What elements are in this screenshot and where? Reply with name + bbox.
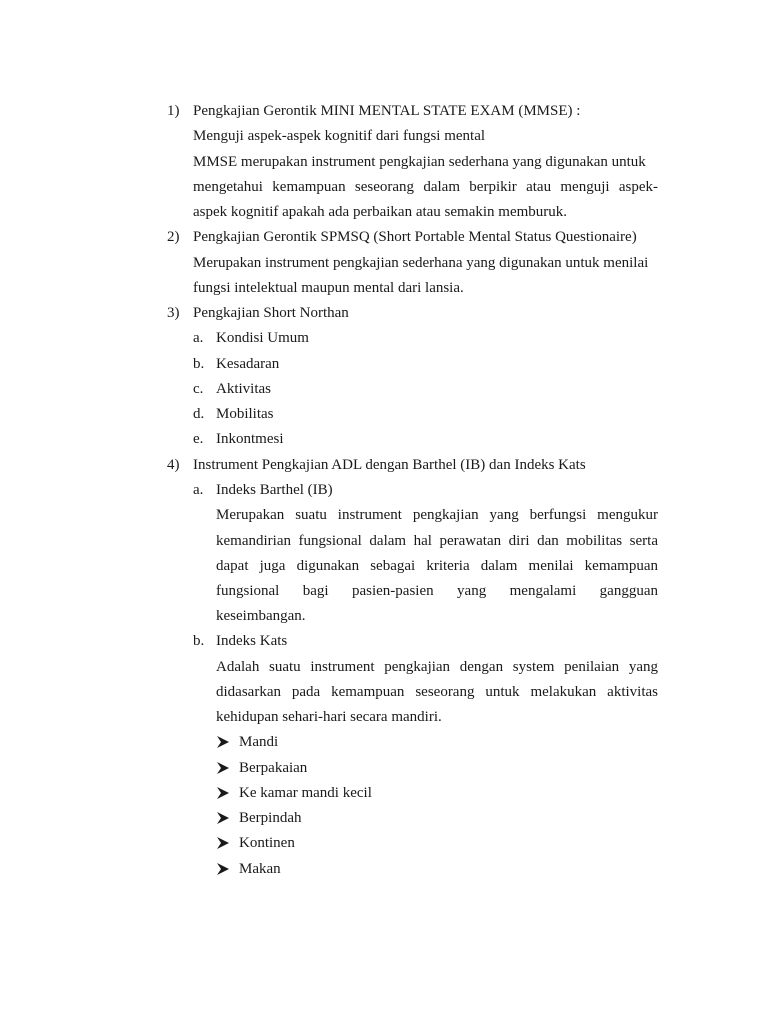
- text-line: mengetahui kemampuan seseorang dalam berpikir atau menguji aspek-: [193, 179, 658, 195]
- text-line: MMSE merupakan instrument pengkajian sederhana yang digunakan untuk: [193, 154, 646, 170]
- sub-item-letter: b.: [193, 356, 205, 372]
- item-title: Pengkajian Gerontik MINI MENTAL STATE EXAM (MMSE) :: [193, 103, 581, 119]
- arrowhead-bullet-icon: [216, 812, 230, 824]
- sub-item-text: Indeks Kats: [216, 633, 288, 649]
- text-line: Merupakan suatu instrument pengkajian yang berfungsi mengukur: [216, 507, 658, 523]
- sub-item-letter: e.: [193, 431, 204, 447]
- arrowhead-bullet-icon: [216, 863, 230, 875]
- text-line: kehidupan sehari-hari secara mandiri.: [216, 709, 442, 725]
- sub-item-letter: d.: [193, 406, 205, 422]
- bullet-text: Berpakaian: [239, 760, 308, 776]
- text-line: didasarkan pada kemampuan seseorang untuk melakukan aktivitas: [216, 684, 658, 700]
- text-line: aspek kognitif apakah ada perbaikan atau semakin memburuk.: [193, 204, 568, 220]
- item-number: 2): [167, 229, 180, 245]
- text-line: fungsional bagi pasien-pasien yang mengalami gangguan: [216, 583, 658, 599]
- arrowhead-bullet-icon: [216, 837, 230, 849]
- arrowhead-bullet-icon: [216, 736, 230, 748]
- arrowhead-bullet-icon: [216, 787, 230, 799]
- sub-item-text: Aktivitas: [216, 381, 271, 397]
- item-title: Pengkajian Short Northan: [193, 305, 349, 321]
- sub-item-text: Mobilitas: [216, 406, 274, 422]
- bullet-text: Mandi: [239, 734, 279, 750]
- bullet-text: Makan: [239, 861, 281, 877]
- text-line: Adalah suatu instrument pengkajian dengan system penilaian yang: [216, 659, 658, 675]
- item-number: 4): [167, 457, 180, 473]
- text-line: Merupakan instrument pengkajian sederhana yang digunakan untuk menilai: [193, 255, 649, 271]
- text-line: Menguji aspek-aspek kognitif dari fungsi mental: [193, 128, 486, 144]
- bullet-text: Kontinen: [239, 835, 295, 851]
- item-number: 1): [167, 103, 180, 119]
- bullet-text: Berpindah: [239, 810, 302, 826]
- sub-item-letter: b.: [193, 633, 205, 649]
- sub-item-text: Kesadaran: [216, 356, 280, 372]
- sub-item-text: Kondisi Umum: [216, 330, 309, 346]
- sub-item-letter: a.: [193, 330, 204, 346]
- item-title: Pengkajian Gerontik SPMSQ (Short Portable Mental Status Questionaire): [193, 229, 637, 245]
- sub-item-letter: a.: [193, 482, 204, 498]
- text-line: fungsi intelektual maupun mental dari lansia.: [193, 280, 464, 296]
- text-line: dapat juga digunakan sebagai kriteria dalam menilai kemampuan: [216, 558, 658, 574]
- item-number: 3): [167, 305, 180, 321]
- text-line: kemandirian fungsional dalam hal perawatan diri dan mobilitas serta: [216, 533, 658, 549]
- sub-item-text: Indeks Barthel (IB): [216, 482, 333, 498]
- arrowhead-bullet-icon: [216, 762, 230, 774]
- sub-item-text: Inkontmesi: [216, 431, 284, 447]
- sub-item-letter: c.: [193, 381, 204, 397]
- bullet-text: Ke kamar mandi kecil: [239, 785, 372, 801]
- item-title: Instrument Pengkajian ADL dengan Barthel (IB) dan Indeks Kats: [193, 457, 586, 473]
- text-line: keseimbangan.: [216, 608, 306, 624]
